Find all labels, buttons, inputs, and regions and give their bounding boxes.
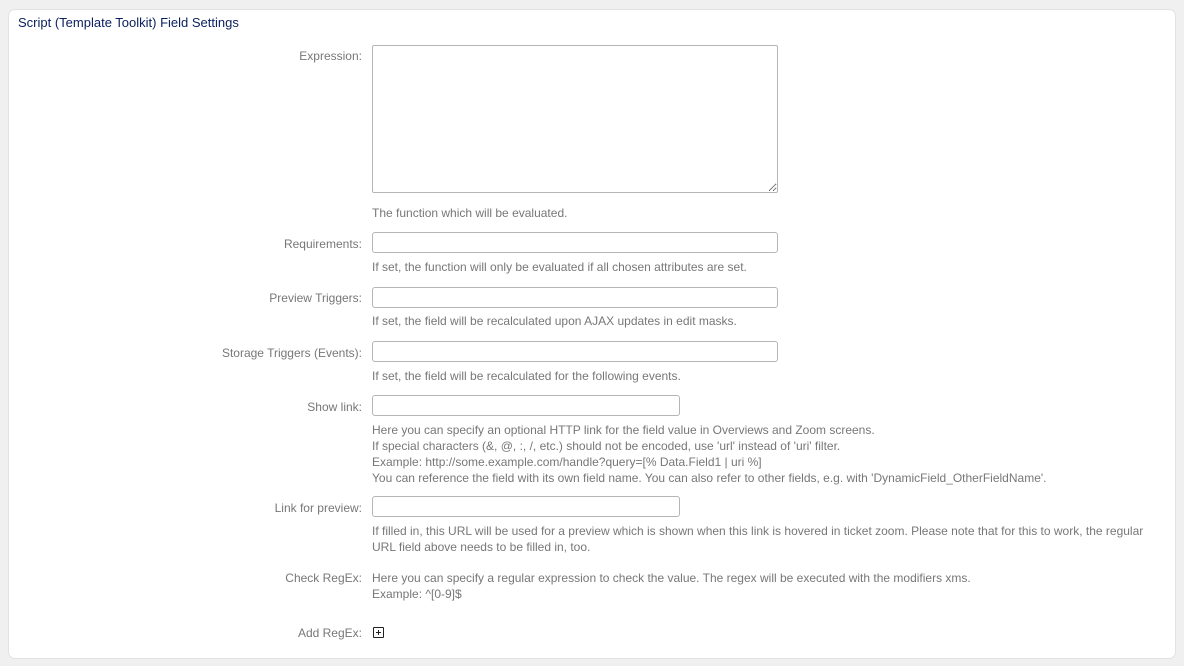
panel-title: Script (Template Toolkit) Field Settings: [18, 15, 239, 30]
show-link-help-line: Example: http://some.example.com/handle?query=[% Data.Field1 | uri %]: [372, 455, 762, 469]
show-link-help-line: Here you can specify an optional HTTP link for the field value in Overviews and Zoom screens.: [372, 423, 875, 437]
requirements-label: Requirements:: [283, 237, 362, 251]
field-settings-panel: [8, 9, 1176, 659]
show-link-help-line: If special characters (&, @, :, /, etc.) should not be encoded, use 'url' instead of 'uri' filter.: [372, 439, 841, 453]
check-regex-help-line: Here you can specify a regular expression to check the value. The regex will be executed with the modifiers xms.: [372, 571, 971, 585]
show-link-label: Show link:: [307, 400, 362, 414]
show-link-input[interactable]: [372, 395, 680, 416]
preview-triggers-help: If set, the field will be recalculated upon AJAX updates in edit masks.: [372, 314, 737, 328]
expression-help: The function which will be evaluated.: [372, 206, 568, 220]
plus-square-icon[interactable]: [373, 627, 384, 638]
storage-triggers-label: Storage Triggers (Events):: [221, 346, 362, 360]
expression-textarea[interactable]: [372, 45, 778, 193]
show-link-help: [372, 422, 1047, 486]
storage-triggers-input[interactable]: [372, 341, 778, 362]
storage-triggers-help: If set, the field will be recalculated for the following events.: [372, 369, 681, 383]
add-regex-label: Add RegEx:: [297, 626, 362, 640]
preview-triggers-label: Preview Triggers:: [269, 291, 362, 305]
link-preview-input[interactable]: [372, 496, 680, 517]
expression-label: Expression:: [299, 49, 362, 63]
check-regex-help-line: Example: ^[0-9]$: [372, 587, 462, 601]
link-preview-label: Link for preview:: [274, 501, 362, 515]
preview-triggers-input[interactable]: [372, 287, 778, 308]
check-regex-label: Check RegEx:: [285, 571, 362, 585]
requirements-input[interactable]: [372, 232, 778, 253]
link-preview-help: If filled in, this URL will be used for a preview which is shown when this link is hovered in ticket zoom. Please note that for this to work, the regular URL field above needs to be filled in, too.: [372, 524, 1144, 554]
check-regex-help: [372, 570, 971, 602]
requirements-help: If set, the function will only be evaluated if all chosen attributes are set.: [372, 260, 747, 274]
show-link-help-line: You can reference the field with its own field name. You can also refer to other fields, e.g. with 'DynamicField_OtherFieldName'.: [372, 471, 1047, 485]
